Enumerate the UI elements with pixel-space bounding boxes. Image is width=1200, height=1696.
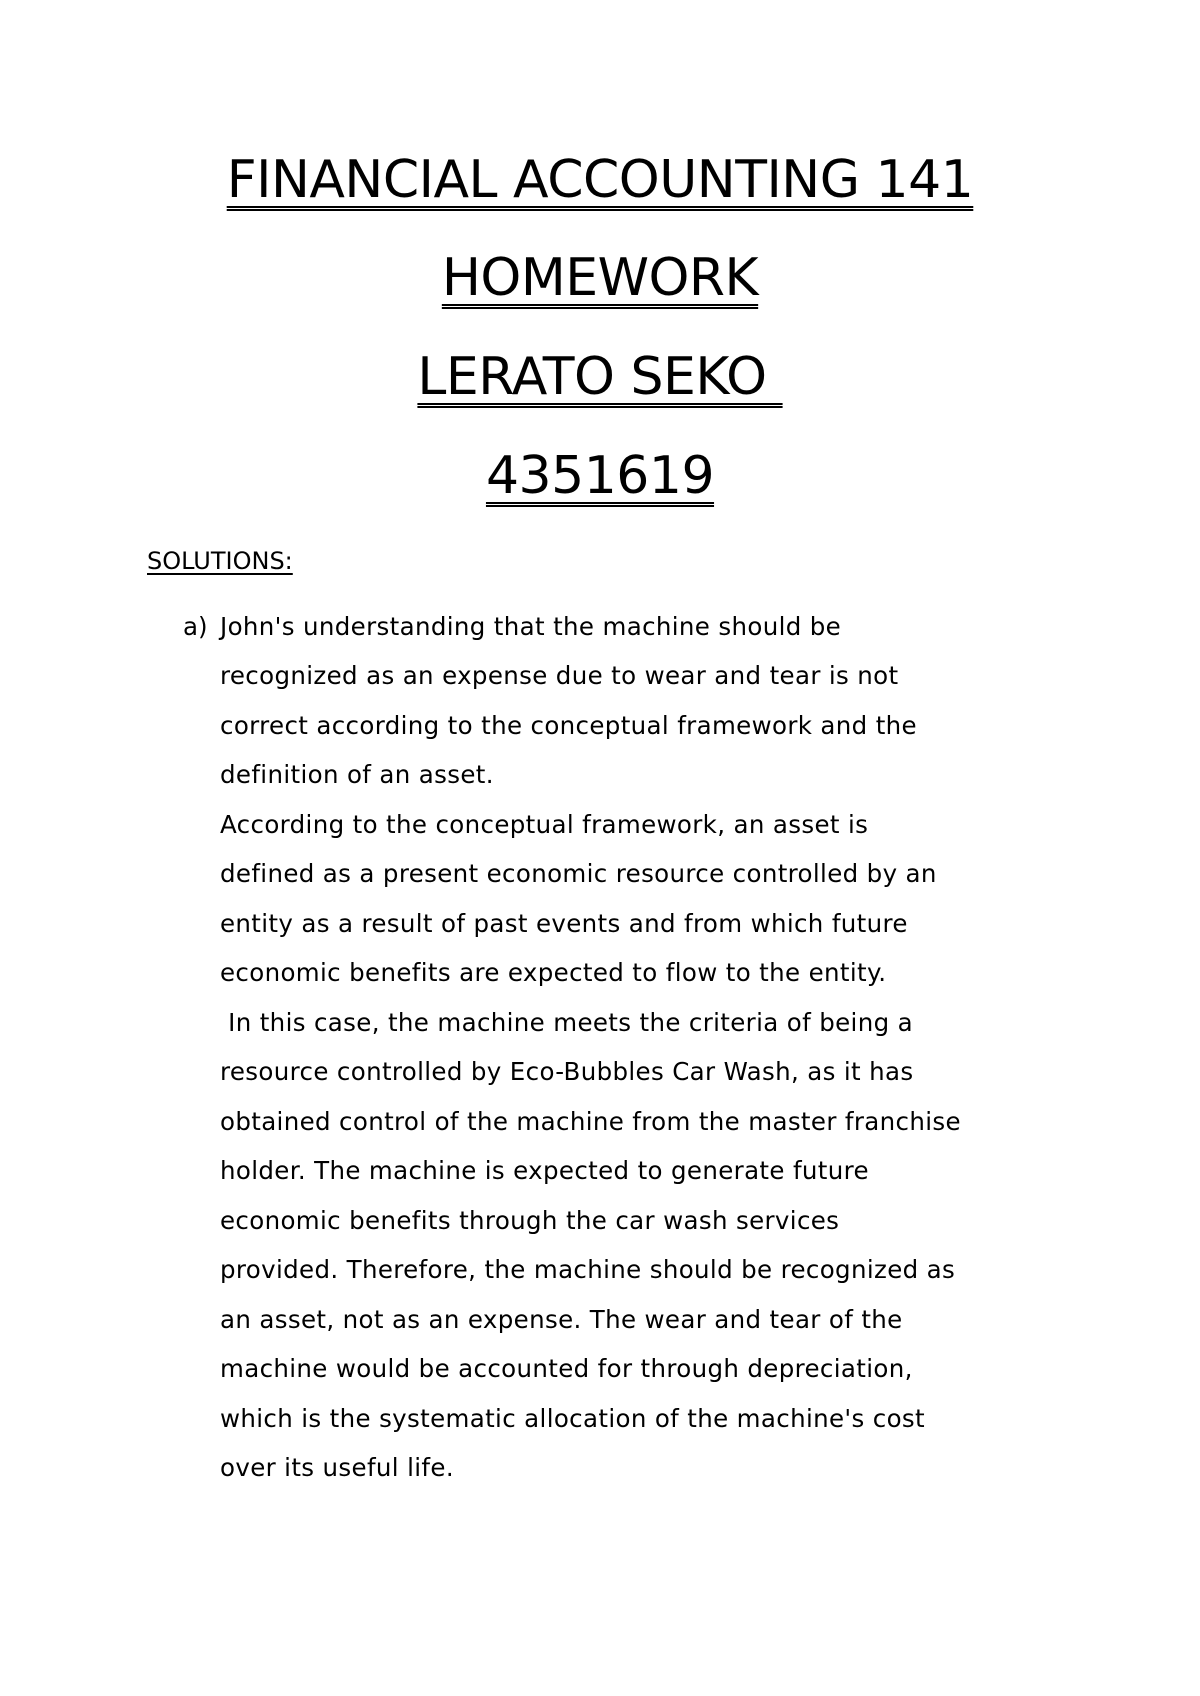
solutions-heading: SOLUTIONS: [147, 547, 293, 575]
list-marker-a: a) [183, 612, 208, 641]
assignment-title-text: HOMEWORK [441, 248, 759, 308]
student-name [0, 347, 1200, 407]
answer-line: obtained control of the machine from the master franchise [220, 1107, 961, 1136]
answer-line: According to the conceptual framework, an asset is [220, 810, 869, 839]
answer-line: entity as a result of past events and from which future [220, 909, 908, 938]
course-title-text: FINANCIAL ACCOUNTING 141 [226, 150, 974, 210]
course-title [0, 150, 1200, 210]
student-number-text: 4351619 [485, 446, 715, 506]
student-number [0, 446, 1200, 506]
answer-line: machine would be accounted for through depreciation, [220, 1354, 913, 1383]
answer-line: recognized as an expense due to wear and tear is not [220, 661, 899, 690]
answer-line: which is the systematic allocation of the machine's cost [220, 1404, 925, 1433]
answer-line: resource controlled by Eco-Bubbles Car Wash, as it has [220, 1057, 914, 1086]
answer-line: defined as a present economic resource controlled by an [220, 859, 937, 888]
answer-line: over its useful life. [220, 1453, 454, 1482]
answer-line: an asset, not as an expense. The wear and tear of the [220, 1305, 903, 1334]
assignment-title [0, 248, 1200, 308]
answer-line: In this case, the machine meets the criteria of being a [220, 1008, 913, 1037]
student-name-text: LERATO SEKO [417, 347, 783, 407]
answer-line: correct according to the conceptual framework and the [220, 711, 917, 740]
answer-line: holder. The machine is expected to generate future [220, 1156, 869, 1185]
answer-line: economic benefits are expected to flow to the entity. [220, 958, 887, 987]
answer-line: definition of an asset. [220, 760, 494, 789]
answer-line: economic benefits through the car wash services [220, 1206, 840, 1235]
answer-line: provided. Therefore, the machine should be recognized as [220, 1255, 956, 1284]
answer-line: John's understanding that the machine should be [220, 612, 842, 641]
